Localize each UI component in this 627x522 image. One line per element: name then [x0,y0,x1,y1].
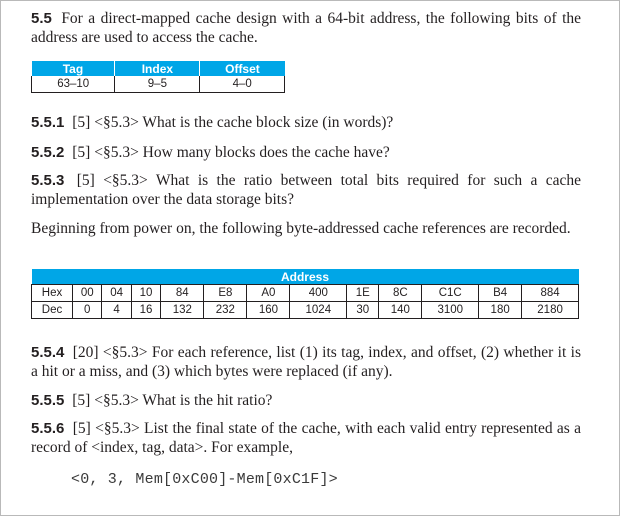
question-text: [5] <§5.3> What is the hit ratio? [72,392,273,409]
question-text: [5] <§5.3> What is the ratio between total bits required for such a cache implementation over the data storage bits? [31,172,582,208]
hex-row [32,285,579,302]
question-text: [5] <§5.3> List the final state of the cache, with each valid entry represented as a record of <index, tag, data>. For example, [31,420,581,456]
dec-cell: 132 [161,302,204,319]
question-text: For a direct-mapped cache design with a 64-bit address, the following bits of the address are used to access the cache. [31,10,582,46]
question-number: 5.5.3 [31,172,65,189]
question-5-5-1 [31,113,581,132]
hex-cell: 84 [161,285,204,302]
hex-cell: 884 [522,285,579,302]
dec-cell: 2180 [522,302,579,319]
tag-bits: 63–10 [32,76,115,93]
header-offset: Offset [200,61,285,76]
hex-cell: C1C [422,285,479,302]
dec-cell: 30 [347,302,379,319]
hex-cell: B4 [479,285,522,302]
question-5-5-2 [31,143,581,162]
question-5-5-3 [31,171,581,209]
dec-cell: 3100 [422,302,479,319]
hex-cell: 10 [131,285,160,302]
dec-cell: 0 [73,302,102,319]
dec-cell: 4 [102,302,131,319]
dec-cell: 232 [204,302,247,319]
dec-cell: 180 [479,302,522,319]
hex-cell: 1E [347,285,379,302]
question-number: 5.5 [31,10,52,27]
question-5-5-4 [31,343,581,381]
dec-cell: 140 [379,302,422,319]
address-reference-table [31,269,579,319]
dec-cell: 16 [131,302,160,319]
question-text: [5] <§5.3> How many blocks does the cache have? [72,144,390,161]
question-text: [20] <§5.3> For each reference, list (1) its tag, index, and offset, (2) whether it is a hit or a miss, and (3) which bytes were replaced (if any). [31,344,581,380]
index-bits: 9–5 [115,76,200,93]
address-bits-table [31,61,285,93]
dec-cell: 160 [247,302,290,319]
question-5-5-5 [31,391,581,410]
hex-cell: 00 [73,285,102,302]
question-number: 5.5.4 [31,344,65,361]
question-number: 5.5.5 [31,392,65,409]
hex-cell: 400 [290,285,347,302]
header-index: Index [115,61,200,76]
dec-row [32,302,579,319]
header-tag: Tag [32,61,115,76]
references-intro: Beginning from power on, the following byte-addressed cache references are recorded. [31,220,571,237]
question-number: 5.5.2 [31,144,65,161]
question-text: [5] <§5.3> What is the cache block size (in words)? [72,114,394,131]
question-number: 5.5.1 [31,114,65,131]
question-5-5-6 [31,419,581,457]
offset-bits: 4–0 [200,76,285,93]
example-record: <0, 3, Mem[0xC00]-Mem[0xC1F]> [71,471,338,488]
hex-cell: 8C [379,285,422,302]
question-number: 5.5.6 [31,420,65,437]
hex-cell: 04 [102,285,131,302]
question-5-5 [31,9,581,47]
dec-cell: 1024 [290,302,347,319]
hex-cell: A0 [247,285,290,302]
hex-cell: E8 [204,285,247,302]
hex-label: Hex [32,285,73,302]
address-header: Address [32,269,579,285]
dec-label: Dec [32,302,73,319]
